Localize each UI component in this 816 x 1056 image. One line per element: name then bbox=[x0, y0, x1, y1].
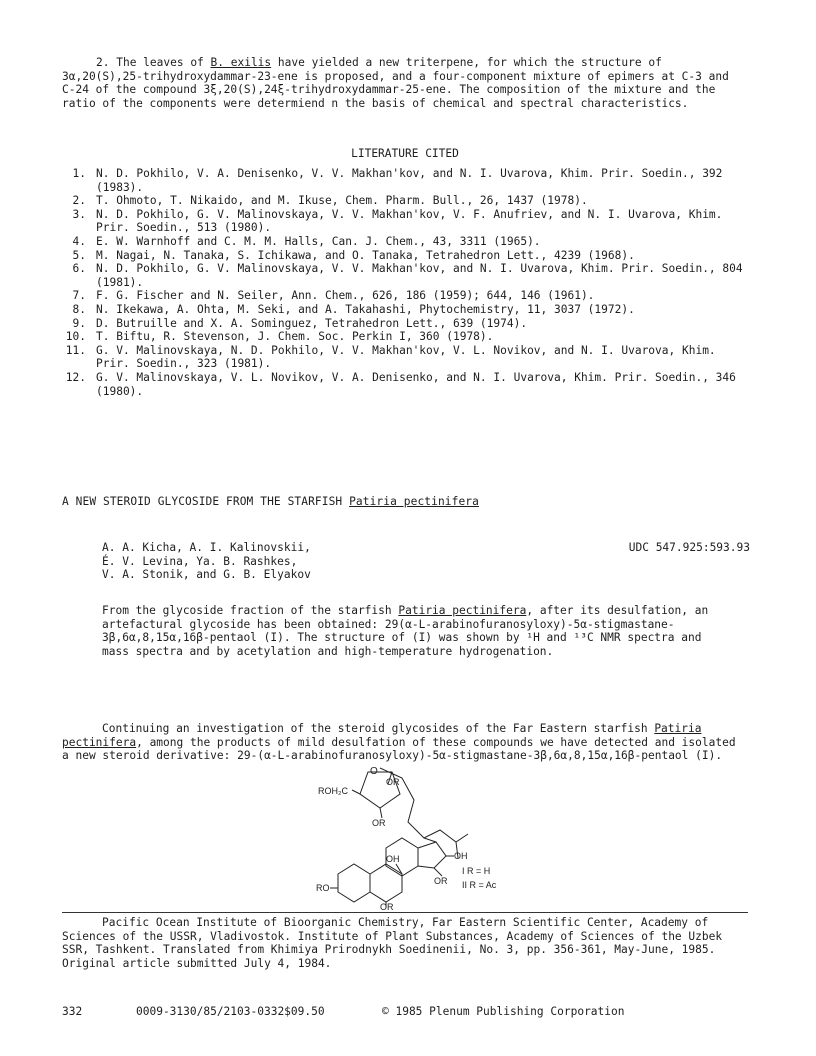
reference-item: 3. N. D. Pokhilo, G. V. Malinovskaya, V. V. Makhan'kov, V. F. Anufriev, and N. I. Uvarova, Khim. Prir. Soedin., 513 (1980). bbox=[72, 207, 723, 235]
species-name: B. exilis bbox=[210, 56, 272, 69]
author-list bbox=[102, 541, 522, 582]
author-line: V. A. Stonik, and G. B. Elyakov bbox=[102, 568, 311, 582]
chemical-structure bbox=[316, 760, 516, 910]
or-label-15: OR bbox=[434, 876, 448, 886]
author-line: É. V. Levina, Ya. B. Rashkes, bbox=[102, 554, 298, 568]
oh-label: OH bbox=[454, 851, 468, 861]
oh-label-8: OH bbox=[386, 854, 400, 864]
title-species: Patiria pectinifera bbox=[349, 495, 479, 508]
footnote-divider bbox=[62, 912, 748, 913]
issn-code: 0009-3130/85/2103-0332$09.50 bbox=[136, 1005, 325, 1018]
reference-item: 2. T. Ohmoto, T. Nikaido, and M. Ikuse, Chem. Pharm. Bull., 26, 1437 (1978). bbox=[72, 194, 588, 208]
abstract-paragraph: From the glycoside fraction of the starfish Patiria pectinifera, after its desulfation, an artefactural glycoside has been obtained: 29(α-L-arabinofuranosyloxy)-5α-stigmastane-3β,6α,8,15α,16β-pentaol (I). The structure of (I) was shown by ¹H and ¹³C NMR spectra and mass spectra and by acetylation and high-temperature hydrogenation. bbox=[102, 604, 709, 658]
legend-r-h: I R = H bbox=[462, 866, 491, 876]
footnote: Pacific Ocean Institute of Bioorganic Chemistry, Far Eastern Scientific Center, Academy of Sciences of the USSR, Vladivostok. Institute of Plant Substances, Academy of Sciences of the Uzbek SSR, Tashkent. Translated from Khimiya Prirodnykh Soedinenii, No. 3, pp. 356-361, May-June, 1985. Original article submitted July 4, 1984. bbox=[62, 916, 723, 970]
sugar-or-label-2: OR bbox=[372, 818, 386, 828]
reference-item: 8. N. Ikekawa, A. Ohta, M. Seki, and A. Takahashi, Phytochemistry, 11, 3037 (1972). bbox=[72, 302, 635, 316]
ring-oxygen-label: O bbox=[370, 766, 378, 777]
roh2c-label: ROH₂C bbox=[318, 786, 348, 796]
abstract-species: Patiria pectinifera bbox=[398, 604, 527, 617]
conclusion-paragraph bbox=[62, 56, 748, 110]
reference-item: 11. G. V. Malinovskaya, N. D. Pokhilo, V. V. Makhan'kov, V. L. Novikov, and N. I. Uvarova, Khim. Prir. Soedin., 323 (1981). bbox=[65, 343, 716, 371]
udc-code: UDC 547.925:593.93 bbox=[628, 541, 750, 554]
author-line: A. A. Kicha, A. I. Kalinovskii, bbox=[102, 541, 311, 554]
conclusion-number: 2. bbox=[96, 56, 110, 69]
page-number: 332 bbox=[62, 1005, 83, 1018]
literature-heading: LITERATURE CITED bbox=[351, 147, 459, 160]
reference-item: 1. N. D. Pokhilo, V. A. Denisenko, V. V. Makhan'kov, and N. I. Uvarova, Khim. Prir. Soedin., 392 (1983). bbox=[72, 167, 723, 194]
body-species: Patiria pectinifera bbox=[62, 722, 702, 749]
body-paragraph: Continuing an investigation of the steroid glycosides of the Far Eastern starfish Patiria pectinifera, among the products of mild desulfation of these compounds we have detected and isolated a new steroid derivative: 29-(α-L-arabinofuranosyloxy)-5α-stigmastane-3β,6α,8,15α,16β-pentaol (I). bbox=[62, 722, 736, 763]
reference-item: 4. E. W. Warnhoff and C. M. M. Halls, Can. J. Chem., 43, 3311 (1965). bbox=[72, 234, 541, 248]
conclusion-text-after: have yielded a new triterpene, for which the structure of 3α,20(S),25-trihydroxydammar-23-ene is proposed, and a four-component mixture of epimers at C-3 and C-24 of the compound 3ξ,20(S),24ξ-trihydroxydammar-25-ene. The composition of the mixture and the ratio of the components were determiend n the basis of chemical and spectral characteristics. bbox=[62, 56, 729, 110]
reference-item: 12. G. V. Malinovskaya, V. L. Novikov, V. A. Denisenko, and N. I. Uvarova, Khim. Prir. Soedin., 346 (1980). bbox=[65, 370, 736, 398]
copyright: © 1985 Plenum Publishing Corporation bbox=[382, 1005, 625, 1018]
reference-list bbox=[60, 167, 752, 398]
reference-item: 10. T. Biftu, R. Stevenson, J. Chem. Soc. Perkin I, 360 (1978). bbox=[65, 330, 494, 344]
sugar-or-label: OR bbox=[386, 777, 400, 787]
reference-item: 6. N. D. Pokhilo, G. V. Malinovskaya, V. V. Makhan'kov, and N. I. Uvarova, Khim. Prir. Soedin., 804 (1981). bbox=[72, 262, 743, 289]
ro-label: RO bbox=[316, 883, 330, 893]
reference-item: 9. D. Butruille and X. A. Sominguez, Tetrahedron Lett., 639 (1974). bbox=[72, 316, 528, 330]
conclusion-text-before: The leaves of bbox=[116, 56, 211, 69]
or-label-6: OR bbox=[380, 902, 394, 910]
legend-r-ac: II R = Ac bbox=[462, 880, 497, 890]
reference-item: 7. F. G. Fischer and N. Seiler, Ann. Chem., 626, 186 (1959); 644, 146 (1961). bbox=[72, 289, 595, 303]
reference-item: 5. M. Nagai, N. Tanaka, S. Ichikawa, and O. Tanaka, Tetrahedron Lett., 4239 (1968). bbox=[72, 248, 635, 262]
article-title: A NEW STEROID GLYCOSIDE FROM THE STARFISH Patiria pectinifera bbox=[62, 495, 479, 508]
